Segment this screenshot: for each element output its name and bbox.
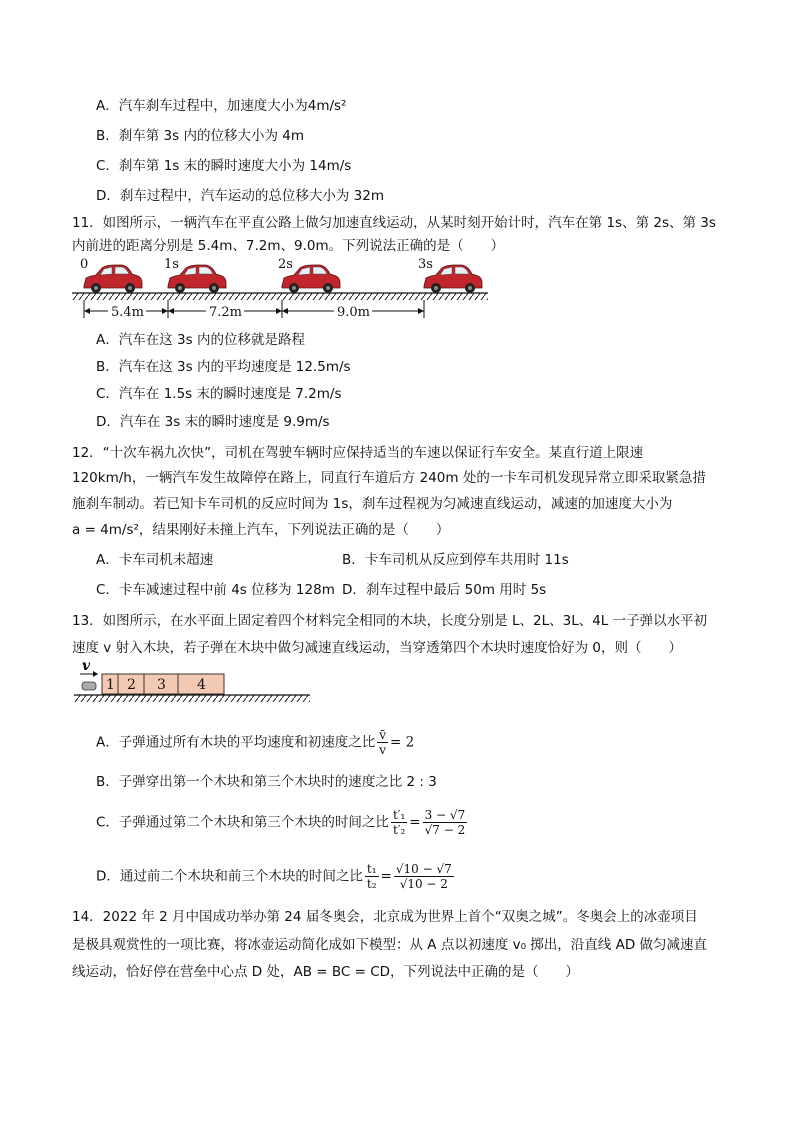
- q12-stem-line2: 120km/h，一辆汽车发生故障停在路上，同直行车道后方 240m 处的一卡车司机发现异常立即采取紧急措: [72, 470, 706, 486]
- q13-stem-line1: 13．如图所示，在水平面上固定着四个材料完全相同的木块，长度分别是 L、2L、3L、4L 一子弹以水平初: [72, 613, 708, 629]
- car-icon: [84, 265, 142, 293]
- time-label-2: 2s: [278, 257, 293, 272]
- fraction-vbar-over-v: $\frac{v̄}{v}$: [379, 728, 387, 757]
- q13-option-d: D．通过前二个木块和前三个木块的时间之比 $\frac{\text{t₁}}{\text{t₂}}$ = $\frac{√10 - √7}{√10 - 2}$: [96, 862, 452, 891]
- block-label-2: 2: [127, 677, 136, 693]
- block-label-3: 3: [157, 677, 166, 693]
- q13-option-b: B．子弹穿出第一个木块和第三个木块时的速度之比 2 : 3: [96, 774, 437, 790]
- q12-option-a: A．卡车司机未超速: [96, 552, 214, 568]
- q10-option-c: C．刹车第 1s 末的瞬时速度大小为 14m/s: [96, 158, 352, 174]
- time-label-1: 1s: [164, 257, 179, 272]
- distance-label-2: 7.2m: [209, 305, 243, 320]
- distance-label-3: 9.0m: [337, 305, 371, 320]
- distance-label-1: 5.4m: [111, 305, 145, 320]
- q11-option-d: D．汽车在 3s 末的瞬时速度是 9.9m/s: [96, 414, 330, 430]
- q13-block-figure: [72, 658, 312, 710]
- time-label-3: 3s: [418, 257, 433, 272]
- q12-option-d: D．刹车过程中最后 50m 用时 5s: [342, 582, 547, 598]
- bullet-icon: [82, 682, 96, 690]
- q12-stem-line4: a = 4m/s²，结果刚好未撞上汽车，下列说法正确的是（ ）: [72, 522, 450, 538]
- q11-car-figure: [70, 256, 490, 320]
- q12-option-b: B．卡车司机从反应到停车共用时 11s: [342, 552, 569, 568]
- q11-stem-line2: 内前进的距离分别是 5.4m、7.2m、9.0m。下列说法正确的是（ ）: [72, 238, 505, 254]
- q10-option-a: A．汽车刹车过程中，加速度大小为4m/s²: [96, 98, 347, 114]
- q11-option-b: B．汽车在这 3s 内的平均速度是 12.5m/s: [96, 359, 351, 375]
- velocity-label: v: [82, 658, 91, 674]
- block-label-4: 4: [197, 677, 206, 693]
- q10-option-b: B．刹车第 3s 内的位移大小为 4m: [96, 128, 304, 144]
- time-label-0: 0: [80, 257, 89, 272]
- q14-stem-line2: 是极具观赏性的一项比赛，将冰壶运动简化成如下模型：从 A 点以初速度 v₀ 掷出，沿直线 AD 做匀减速直: [72, 937, 708, 953]
- block-label-1: 1: [106, 677, 115, 693]
- q11-option-c: C．汽车在 1.5s 末的瞬时速度是 7.2m/s: [96, 386, 342, 402]
- q13-option-a: A．子弹通过所有木块的平均速度和初速度之比 $\frac{v̄}{v}$ = 2: [96, 728, 415, 757]
- q14-stem-line1: 14．2022 年 2 月中国成功举办第 24 届冬奥会，北京成为世界上首个“双奥之城”。冬奥会上的冰壶项目: [72, 909, 698, 925]
- q11-stem-line1: 11．如图所示，一辆汽车在平直公路上做匀加速直线运动，从某时刻开始计时，汽车在第 1s、第 2s、第 3s: [72, 215, 716, 231]
- q12-option-c: C．卡车减速过程中前 4s 位移为 128m: [96, 582, 335, 598]
- q11-option-a: A．汽车在这 3s 内的位移就是路程: [96, 332, 305, 348]
- q13-option-c: C．子弹通过第二个木块和第三个木块的时间之比 $\frac{\text{t′₁}}{\text{t′₂}}$ = $\frac{3 - √7}{√7 - 2}$: [96, 808, 466, 837]
- q14-stem-line3: 线运动，恰好停在营垒中心点 D 处，AB = BC = CD，下列说法中正确的是（ ）: [72, 964, 580, 980]
- q13-stem-line2: 速度 v 射入木块，若子弹在木块中做匀减速直线运动，当穿透第四个木块时速度恰好为 0，则（ ）: [72, 640, 682, 656]
- q12-stem-line1: 12．“十次车祸九次快”，司机在驾驶车辆时应保持适当的车速以保证行车安全。某直行道上限速: [72, 445, 644, 461]
- q10-option-d: D．刹车过程中，汽车运动的总位移大小为 32m: [96, 188, 385, 204]
- q12-stem-line3: 施刹车制动。若已知卡车司机的反应时间为 1s，刹车过程视为匀减速直线运动，减速的加速度大小为: [72, 496, 673, 512]
